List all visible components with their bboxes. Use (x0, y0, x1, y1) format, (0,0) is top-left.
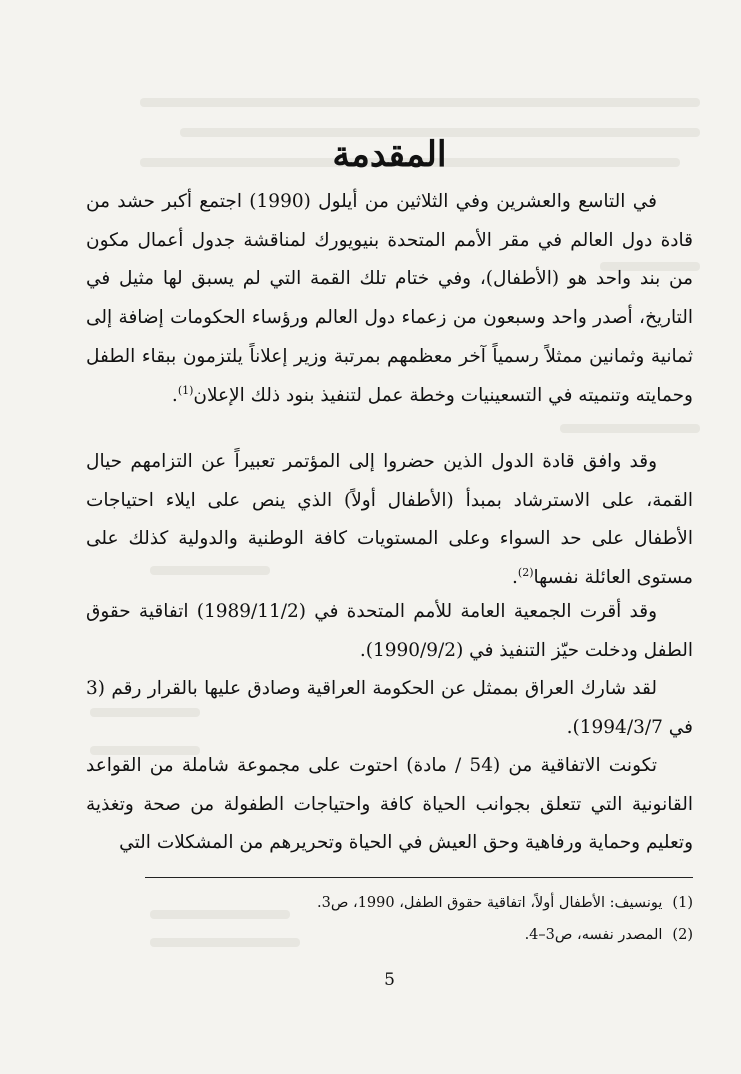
paragraph-1-text: في التاسع والعشرين وفي الثلاثين من أيلول (1990) اجتمع أكبر حشد من قادة دول العالم في مقر الأمم المتحدة بنيويورك لمناقشة جدول أعمال مكون من بند واحد هو (الأطفال)، وفي ختام تلك القمة التي لم يسبق لها مثيل في التاريخ، أصدر واحد وسبعون من زعماء دول العالم ورؤساء الحكومات إضافة إلى ثمانية وثمانين ممثلاً رسمياً آخر معظمهم بمرتبة وزير إعلاناً يلتزمون ببقاء الطفل وحمايته وتنميته في التسعينيات وخطة عمل لتنفيذ بنود ذلك الإعلان (86, 191, 693, 406)
page-title: المقدمة (332, 134, 447, 175)
footnote-ref-1[interactable]: (1) (177, 383, 194, 397)
document-page (86, 0, 693, 1074)
footnote-separator (145, 877, 693, 878)
paragraph-2 (86, 443, 693, 598)
footnote-1-text: يونسيف: الأطفال أولاً، اتفاقية حقوق الطفل، 1990، ص3. (317, 895, 663, 911)
paragraph-2-text: وقد وافق قادة الدول الذين حضروا إلى المؤتمر تعبيراً عن التزامهم حيال القمة، على الاسترشاد بمبدأ (الأطفال أولاً) الذي ينص على ايلاء احتياجات الأطفال على حد السواء وعلى المستويات كافة الوطنية والدولية كذلك على مستوى العائلة نفسها (86, 451, 693, 589)
footnote-1-number: (1) (672, 895, 693, 911)
footnote-2 (86, 925, 693, 945)
paragraph-1-end: . (171, 384, 178, 406)
paragraph-2-end: . (512, 567, 518, 589)
paragraph-1 (86, 183, 693, 415)
footnote-2-text: المصدر نفسه، ص3–4. (524, 927, 663, 943)
page-number: 5 (384, 970, 395, 990)
footnote-1 (86, 893, 693, 913)
paragraph-3: وقد أقرت الجمعية العامة للأمم المتحدة في (1989/11/2) اتفاقية حقوق الطفل ودخلت حيّز التنفيذ في (1990/9/2). (86, 601, 693, 661)
footnote-ref-2[interactable]: (2) (517, 565, 534, 579)
paragraph-4: لقد شارك العراق بممثل عن الحكومة العراقية وصادق عليها بالقرار رقم (3 في 1994/3/7). (86, 678, 693, 738)
paragraph-5: تكونت الاتفاقية من (54 / مادة) احتوت على مجموعة شاملة من القواعد القانونية التي تتعلق بجوانب الحياة كافة واحتياجات الطفولة من صحة وتغذية وتعليم وحماية ورفاهية وحق العيش في الحياة وتحريرهم من المشكلات التي (86, 755, 693, 854)
footnote-2-number: (2) (672, 927, 693, 943)
